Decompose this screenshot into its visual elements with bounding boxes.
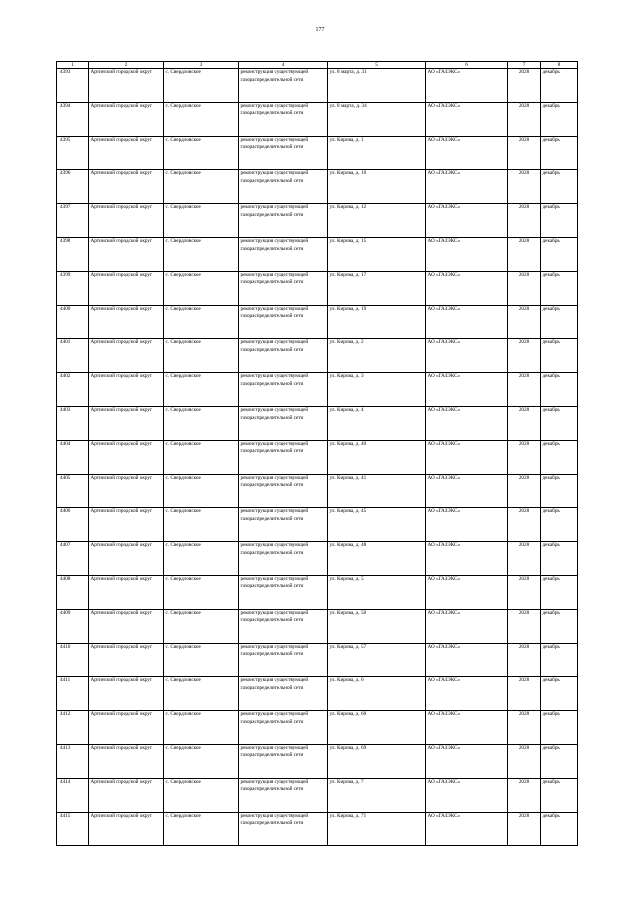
organization-cell: АО «ГАЗЭКС» [426, 508, 508, 542]
work-type-cell: реконструкция существующей газораспределительной сети [239, 508, 328, 542]
settlement-cell: с. Свердловское [164, 711, 239, 745]
row-number-cell: 4409 [57, 609, 89, 643]
settlement-cell: с. Свердловское [164, 339, 239, 373]
organization-cell: АО «ГАЗЭКС» [426, 339, 508, 373]
table-row [57, 136, 578, 170]
table-row [57, 339, 578, 373]
district-cell: Артинский городской округ [89, 744, 164, 778]
district-cell: Артинский городской округ [89, 69, 164, 103]
year-cell: 2028 [508, 271, 541, 305]
address-cell: ул. Кирова, д. 41 [328, 474, 426, 508]
district-cell: Артинский городской округ [89, 271, 164, 305]
row-number-cell: 4408 [57, 575, 89, 609]
settlement-cell: с. Свердловское [164, 406, 239, 440]
work-type-cell: реконструкция существующей газораспределительной сети [239, 474, 328, 508]
work-type-cell: реконструкция существующей газораспределительной сети [239, 339, 328, 373]
district-cell: Артинский городской округ [89, 305, 164, 339]
year-cell: 2028 [508, 170, 541, 204]
table-row [57, 170, 578, 204]
settlement-cell: с. Свердловское [164, 677, 239, 711]
year-cell: 2028 [508, 406, 541, 440]
district-cell: Артинский городской округ [89, 542, 164, 576]
district-cell: Артинский городской округ [89, 204, 164, 238]
settlement-cell: с. Свердловское [164, 440, 239, 474]
column-header: 3 [164, 62, 239, 69]
row-number-cell: 4415 [57, 812, 89, 846]
gas-network-table [56, 61, 578, 846]
organization-cell: АО «ГАЗЭКС» [426, 542, 508, 576]
year-cell: 2028 [508, 778, 541, 812]
district-cell: Артинский городской округ [89, 711, 164, 745]
organization-cell: АО «ГАЗЭКС» [426, 271, 508, 305]
year-cell: 2028 [508, 711, 541, 745]
address-cell: ул. Кирова, д. 10 [328, 170, 426, 204]
month-cell: декабрь [541, 69, 578, 103]
district-cell: Артинский городской округ [89, 440, 164, 474]
year-cell: 2028 [508, 305, 541, 339]
table-row [57, 237, 578, 271]
column-header: 7 [508, 62, 541, 69]
column-header: 6 [426, 62, 508, 69]
work-type-cell: реконструкция существующей газораспределительной сети [239, 136, 328, 170]
table-row [57, 406, 578, 440]
organization-cell: АО «ГАЗЭКС» [426, 609, 508, 643]
settlement-cell: с. Свердловское [164, 474, 239, 508]
address-cell: ул. Кирова, д. 15 [328, 237, 426, 271]
row-number-cell: 4411 [57, 677, 89, 711]
year-cell: 2028 [508, 339, 541, 373]
district-cell: Артинский городской округ [89, 170, 164, 204]
year-cell: 2028 [508, 440, 541, 474]
year-cell: 2028 [508, 474, 541, 508]
month-cell: декабрь [541, 170, 578, 204]
table-body [57, 69, 578, 846]
settlement-cell: с. Свердловское [164, 204, 239, 238]
column-header: 1 [57, 62, 89, 69]
organization-cell: АО «ГАЗЭКС» [426, 575, 508, 609]
address-cell: ул. 8 марта, д. 31 [328, 69, 426, 103]
row-number-cell: 4399 [57, 271, 89, 305]
month-cell: декабрь [541, 575, 578, 609]
organization-cell: АО «ГАЗЭКС» [426, 474, 508, 508]
year-cell: 2028 [508, 609, 541, 643]
table-row [57, 508, 578, 542]
month-cell: декабрь [541, 339, 578, 373]
month-cell: декабрь [541, 812, 578, 846]
work-type-cell: реконструкция существующей газораспределительной сети [239, 542, 328, 576]
year-cell: 2028 [508, 508, 541, 542]
organization-cell: АО «ГАЗЭКС» [426, 69, 508, 103]
month-cell: декабрь [541, 677, 578, 711]
settlement-cell: с. Свердловское [164, 744, 239, 778]
row-number-cell: 4393 [57, 69, 89, 103]
settlement-cell: с. Свердловское [164, 271, 239, 305]
month-cell: декабрь [541, 711, 578, 745]
settlement-cell: с. Свердловское [164, 812, 239, 846]
table-row [57, 677, 578, 711]
address-cell: ул. Кирова, д. 48 [328, 542, 426, 576]
work-type-cell: реконструкция существующей газораспределительной сети [239, 102, 328, 136]
year-cell: 2028 [508, 69, 541, 103]
row-number-cell: 4405 [57, 474, 89, 508]
year-cell: 2028 [508, 102, 541, 136]
month-cell: декабрь [541, 305, 578, 339]
month-cell: декабрь [541, 237, 578, 271]
work-type-cell: реконструкция существующей газораспределительной сети [239, 677, 328, 711]
organization-cell: АО «ГАЗЭКС» [426, 643, 508, 677]
settlement-cell: с. Свердловское [164, 237, 239, 271]
year-cell: 2028 [508, 204, 541, 238]
work-type-cell: реконструкция существующей газораспределительной сети [239, 575, 328, 609]
table-row [57, 440, 578, 474]
settlement-cell: с. Свердловское [164, 508, 239, 542]
district-cell: Артинский городской округ [89, 609, 164, 643]
district-cell: Артинский городской округ [89, 508, 164, 542]
organization-cell: АО «ГАЗЭКС» [426, 744, 508, 778]
month-cell: декабрь [541, 643, 578, 677]
district-cell: Артинский городской округ [89, 812, 164, 846]
settlement-cell: с. Свердловское [164, 643, 239, 677]
year-cell: 2028 [508, 812, 541, 846]
year-cell: 2028 [508, 237, 541, 271]
month-cell: декабрь [541, 440, 578, 474]
page-number: 177 [315, 27, 325, 33]
district-cell: Артинский городской округ [89, 677, 164, 711]
organization-cell: АО «ГАЗЭКС» [426, 677, 508, 711]
address-cell: ул. Кирова, д. 60 [328, 711, 426, 745]
work-type-cell: реконструкция существующей газораспределительной сети [239, 237, 328, 271]
address-cell: ул. Кирова, д. 40 [328, 440, 426, 474]
row-number-cell: 4394 [57, 102, 89, 136]
year-cell: 2028 [508, 677, 541, 711]
month-cell: декабрь [541, 542, 578, 576]
year-cell: 2028 [508, 744, 541, 778]
column-header: 5 [328, 62, 426, 69]
year-cell: 2028 [508, 136, 541, 170]
address-cell: ул. Кирова, д. 69 [328, 744, 426, 778]
work-type-cell: реконструкция существующей газораспределительной сети [239, 440, 328, 474]
row-number-cell: 4400 [57, 305, 89, 339]
year-cell: 2028 [508, 575, 541, 609]
organization-cell: АО «ГАЗЭКС» [426, 711, 508, 745]
row-number-cell: 4406 [57, 508, 89, 542]
address-cell: ул. Кирова, д. 1 [328, 136, 426, 170]
table-row [57, 575, 578, 609]
year-cell: 2028 [508, 643, 541, 677]
column-header: 4 [239, 62, 328, 69]
address-cell: ул. 8 марта, д. 34 [328, 102, 426, 136]
organization-cell: АО «ГАЗЭКС» [426, 440, 508, 474]
work-type-cell: реконструкция существующей газораспределительной сети [239, 170, 328, 204]
settlement-cell: с. Свердловское [164, 778, 239, 812]
district-cell: Артинский городской округ [89, 575, 164, 609]
work-type-cell: реконструкция существующей газораспределительной сети [239, 406, 328, 440]
district-cell: Артинский городской округ [89, 102, 164, 136]
settlement-cell: с. Свердловское [164, 542, 239, 576]
district-cell: Артинский городской округ [89, 474, 164, 508]
table-row [57, 812, 578, 846]
column-number-row [57, 62, 578, 69]
work-type-cell: реконструкция существующей газораспределительной сети [239, 711, 328, 745]
organization-cell: АО «ГАЗЭКС» [426, 237, 508, 271]
month-cell: декабрь [541, 778, 578, 812]
row-number-cell: 4407 [57, 542, 89, 576]
work-type-cell: реконструкция существующей газораспределительной сети [239, 271, 328, 305]
address-cell: ул. Кирова, д. 71 [328, 812, 426, 846]
table-row [57, 744, 578, 778]
district-cell: Артинский городской округ [89, 778, 164, 812]
address-cell: ул. Кирова, д. 50 [328, 609, 426, 643]
month-cell: декабрь [541, 474, 578, 508]
address-cell: ул. Кирова, д. 2 [328, 339, 426, 373]
row-number-cell: 4413 [57, 744, 89, 778]
month-cell: декабрь [541, 744, 578, 778]
settlement-cell: с. Свердловское [164, 305, 239, 339]
work-type-cell: реконструкция существующей газораспределительной сети [239, 609, 328, 643]
address-cell: ул. Кирова, д. 45 [328, 508, 426, 542]
month-cell: декабрь [541, 271, 578, 305]
settlement-cell: с. Свердловское [164, 102, 239, 136]
table-row [57, 102, 578, 136]
work-type-cell: реконструкция существующей газораспределительной сети [239, 812, 328, 846]
table-row [57, 609, 578, 643]
work-type-cell: реконструкция существующей газораспределительной сети [239, 744, 328, 778]
district-cell: Артинский городской округ [89, 339, 164, 373]
column-header: 8 [541, 62, 578, 69]
settlement-cell: с. Свердловское [164, 373, 239, 407]
address-cell: ул. Кирова, д. 12 [328, 204, 426, 238]
settlement-cell: с. Свердловское [164, 170, 239, 204]
row-number-cell: 4401 [57, 339, 89, 373]
column-header: 2 [89, 62, 164, 69]
month-cell: декабрь [541, 406, 578, 440]
work-type-cell: реконструкция существующей газораспределительной сети [239, 643, 328, 677]
work-type-cell: реконструкция существующей газораспределительной сети [239, 305, 328, 339]
row-number-cell: 4396 [57, 170, 89, 204]
month-cell: декабрь [541, 373, 578, 407]
district-cell: Артинский городской округ [89, 643, 164, 677]
table-row [57, 204, 578, 238]
work-type-cell: реконструкция существующей газораспределительной сети [239, 373, 328, 407]
row-number-cell: 4398 [57, 237, 89, 271]
organization-cell: АО «ГАЗЭКС» [426, 406, 508, 440]
district-cell: Артинский городской округ [89, 237, 164, 271]
address-cell: ул. Кирова, д. 5 [328, 575, 426, 609]
table-row [57, 474, 578, 508]
district-cell: Артинский городской округ [89, 406, 164, 440]
work-type-cell: реконструкция существующей газораспределительной сети [239, 204, 328, 238]
settlement-cell: с. Свердловское [164, 69, 239, 103]
work-type-cell: реконструкция существующей газораспределительной сети [239, 778, 328, 812]
row-number-cell: 4410 [57, 643, 89, 677]
month-cell: декабрь [541, 136, 578, 170]
address-cell: ул. Кирова, д. 4 [328, 406, 426, 440]
organization-cell: АО «ГАЗЭКС» [426, 170, 508, 204]
row-number-cell: 4397 [57, 204, 89, 238]
table-row [57, 271, 578, 305]
month-cell: декабрь [541, 102, 578, 136]
organization-cell: АО «ГАЗЭКС» [426, 204, 508, 238]
district-cell: Артинский городской округ [89, 136, 164, 170]
district-cell: Артинский городской округ [89, 373, 164, 407]
month-cell: декабрь [541, 508, 578, 542]
organization-cell: АО «ГАЗЭКС» [426, 102, 508, 136]
address-cell: ул. Кирова, д. 6 [328, 677, 426, 711]
table-row [57, 542, 578, 576]
month-cell: декабрь [541, 204, 578, 238]
address-cell: ул. Кирова, д. 3 [328, 373, 426, 407]
address-cell: ул. Кирова, д. 17 [328, 271, 426, 305]
table-row [57, 643, 578, 677]
table-row [57, 373, 578, 407]
organization-cell: АО «ГАЗЭКС» [426, 778, 508, 812]
month-cell: декабрь [541, 609, 578, 643]
table-row [57, 711, 578, 745]
settlement-cell: с. Свердловское [164, 575, 239, 609]
row-number-cell: 4412 [57, 711, 89, 745]
address-cell: ул. Кирова, д. 19 [328, 305, 426, 339]
settlement-cell: с. Свердловское [164, 136, 239, 170]
table-row [57, 305, 578, 339]
year-cell: 2028 [508, 542, 541, 576]
organization-cell: АО «ГАЗЭКС» [426, 812, 508, 846]
row-number-cell: 4414 [57, 778, 89, 812]
settlement-cell: с. Свердловское [164, 609, 239, 643]
address-cell: ул. Кирова, д. 7 [328, 778, 426, 812]
row-number-cell: 4403 [57, 406, 89, 440]
address-cell: ул. Кирова, д. 57 [328, 643, 426, 677]
table-row [57, 778, 578, 812]
table-row [57, 69, 578, 103]
row-number-cell: 4404 [57, 440, 89, 474]
row-number-cell: 4402 [57, 373, 89, 407]
work-type-cell: реконструкция существующей газораспределительной сети [239, 69, 328, 103]
organization-cell: АО «ГАЗЭКС» [426, 373, 508, 407]
year-cell: 2028 [508, 373, 541, 407]
row-number-cell: 4395 [57, 136, 89, 170]
organization-cell: АО «ГАЗЭКС» [426, 305, 508, 339]
organization-cell: АО «ГАЗЭКС» [426, 136, 508, 170]
